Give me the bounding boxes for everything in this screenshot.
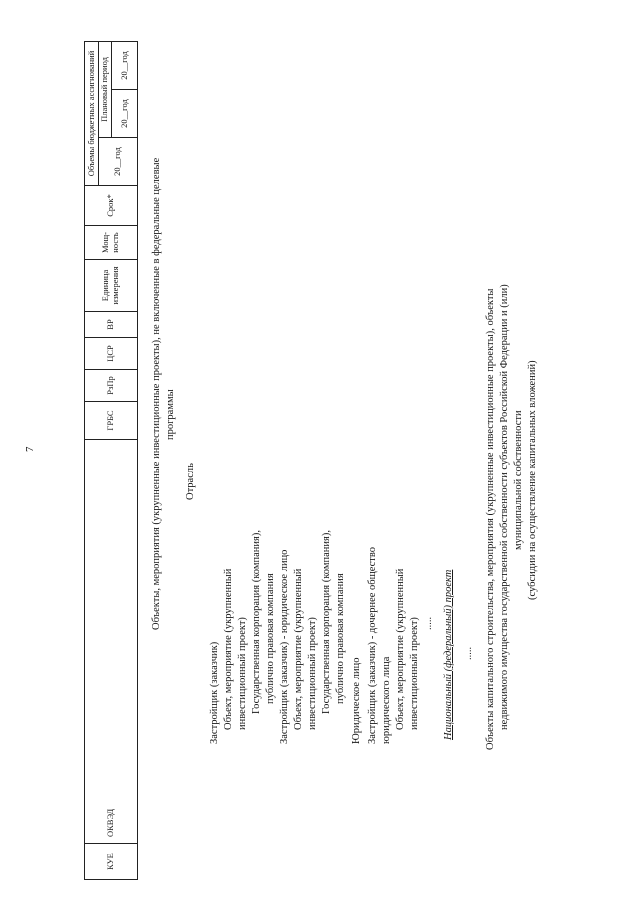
col-csr: ЦСР xyxy=(85,338,138,370)
col-unit: Единица измерения xyxy=(85,260,138,312)
col-year-current: 20__год xyxy=(99,138,138,186)
section2-line3: муниципальной собственности xyxy=(513,410,524,550)
section1-industry: Отрасль xyxy=(185,463,196,500)
line-object-2: Объект, мероприятие (укрупненный xyxy=(293,568,304,730)
national-project: Национальный (федеральный) проект xyxy=(443,569,454,740)
page-number: 7 xyxy=(24,446,36,452)
col-planning-period: Плановый период xyxy=(99,41,112,137)
budget-table-header xyxy=(84,41,138,880)
col-year-plan2: 20__год xyxy=(112,41,138,89)
section2-line4: (субсидии на осуществление капитальных вложений) xyxy=(527,360,538,600)
section2-line1: Объекты капитального строительства, мероприятия (укрупненные инвестиционные проекты), объекты xyxy=(485,288,496,750)
col-rzpr: РзПр xyxy=(85,370,138,402)
line-developer-legal: Застройщик (заказчик) - юридическое лицо xyxy=(279,549,290,744)
col-budget-title: Объемы бюджетных ассигнований xyxy=(85,41,99,185)
line-object: Объект, мероприятие (укрупненный xyxy=(223,568,234,730)
line-legal-entity: Юридическое лицо xyxy=(351,657,362,744)
col-kue: КУЕ xyxy=(85,844,138,880)
line-state-corp-2: Государственная корпорация (компания), xyxy=(321,530,332,714)
line-developer-subsidiary: Застройщик (заказчик) - дочернее общество xyxy=(367,547,378,744)
dots-2: ..... xyxy=(463,646,474,660)
section1-title-line1: Объекты, мероприятия (укрупненные инвестиционные проекты), не включенные в федеральные целевые xyxy=(151,157,162,630)
landscape-sheet xyxy=(72,40,592,880)
line-developer-subsidiary-cont: юридического лица xyxy=(381,656,392,744)
dots-1: ..... xyxy=(423,616,434,630)
col-grbs: ГРБС xyxy=(85,402,138,440)
line-developer: Застройщик (заказчик) xyxy=(209,641,220,744)
col-okved: ОКВЭД xyxy=(85,440,138,844)
section1-title-line2: программы xyxy=(165,389,176,440)
col-year-plan1: 20__год xyxy=(112,90,138,138)
col-capacity: Мощ-ность xyxy=(85,226,138,260)
line-state-corp: Государственная корпорация (компания), xyxy=(251,530,262,714)
line-object-cont: инвестиционный проект) xyxy=(237,617,248,730)
line-object-3: Объект, мероприятие (укрупненный xyxy=(395,568,406,730)
line-state-corp-2-cont: публично правовая компания xyxy=(335,573,346,704)
line-object-3-cont: инвестиционный проект) xyxy=(409,617,420,730)
col-vr: ВР xyxy=(85,312,138,338)
col-term: Срок* xyxy=(85,186,138,226)
line-state-corp-cont: публично правовая компания xyxy=(265,573,276,704)
line-object-2-cont: инвестиционный проект) xyxy=(307,617,318,730)
section2-line2: недвижимого имущества государственной собственности субъектов Российской Федерации и (или) xyxy=(499,284,510,730)
